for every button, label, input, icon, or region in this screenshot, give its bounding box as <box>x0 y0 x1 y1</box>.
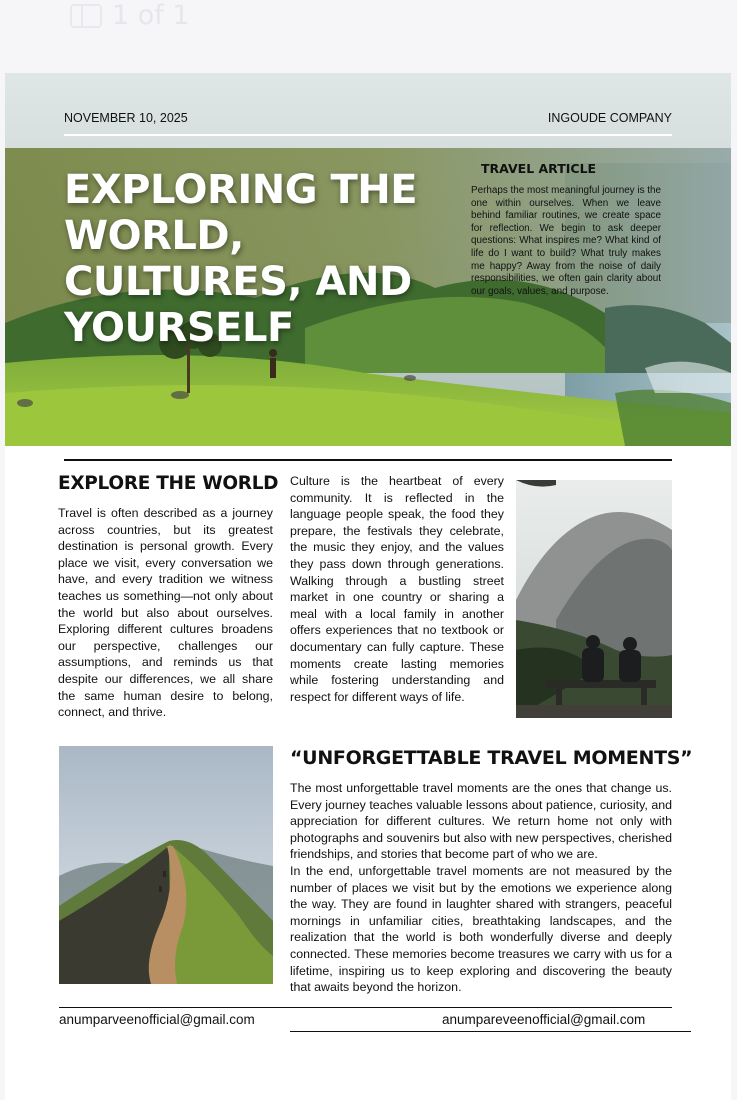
moments-paragraph-2: In the end, unforgettable travel moments are not measured by the number of places we visit but by the emotions we experience along the way. They are found in laughter shared with strangers, peaceful mornings in unfamiliar cities, breathtaking landscapes, and the realization that the world is both wonderfully diverse and deeply connected. These memories become treasures we carry with us for a lifetime, inspiring us to keep exploring and discovering the beauty that awaits beyond the horizon. <box>290 863 672 995</box>
page-counter: 1 of 1 <box>112 0 190 31</box>
explore-heading: EXPLORE THE WORLD <box>58 473 279 494</box>
moments-heading: “UNFORGETTABLE TRAVEL MOMENTS” <box>290 747 693 769</box>
page-thumbnail-icon[interactable] <box>70 4 102 28</box>
moments-paragraph-1: The most unforgettable travel moments are the ones that change us. Every journey teaches valuable lessons about patience, curiosity, and appreciation for different cultures. We return home not only with photographs and souvenirs but also with new perspectives, cherished friendships, and stories that become part of who we are. <box>290 781 672 862</box>
footer-divider-top <box>59 1007 672 1008</box>
sidebar-heading: TRAVEL ARTICLE <box>481 161 597 176</box>
footer-divider-bottom <box>290 1031 691 1032</box>
moments-body <box>290 780 672 996</box>
document-page <box>5 73 731 1100</box>
company-name: INGOUDE COMPANY <box>547 111 672 125</box>
culture-text: Culture is the heartbeat of every community. It is reflected in the language people speak, the food they prepare, the festivals they celebrate, the music they enjoy, and the values they pass down through generations. Walking through a bustling street market in one country or sharing a meal with a local family in another offers experiences that no textbook or documentary can fully capture. These moments create lasting memories while fostering understanding and respect for different ways of life. <box>290 474 504 704</box>
sidebar-text: Perhaps the most meaningful journey is the one within ourselves. When we leave behind familiar routines, we create space for reflection. We begin to ask deeper questions: What inspires me? What kind of life do I want to build? What truly makes me happy? Away from the noise of daily responsibilities, we often gain clarity about our goals, values, and purpose. <box>471 185 661 297</box>
mountain-trail-photo <box>59 746 273 984</box>
article-title: EXPLORING THE WORLD, CULTURES, AND YOURSELF <box>64 167 418 351</box>
explore-text: Travel is often described as a journey across countries, but its greatest destination is personal growth. Every place we visit, every conversation we have, and every tradition we witness teaches us something—not only about the world but also about ourselves. Exploring different cultures broadens our perspective, challenges our assumptions, and reminds us that despite our differences, we all share the same human desire to belong, connect, and thrive. <box>58 506 273 720</box>
header-divider <box>64 134 672 136</box>
mountain-valley-photo <box>516 480 672 718</box>
viewer-toolbar <box>0 0 737 72</box>
footer-email-right[interactable]: anumpareveenofficial@gmail.com <box>442 1012 646 1027</box>
publication-date: NOVEMBER 10, 2025 <box>64 111 188 125</box>
footer-email-left[interactable]: anumparveenofficial@gmail.com <box>59 1012 255 1027</box>
section-divider <box>64 459 672 461</box>
hero-banner <box>5 73 731 446</box>
